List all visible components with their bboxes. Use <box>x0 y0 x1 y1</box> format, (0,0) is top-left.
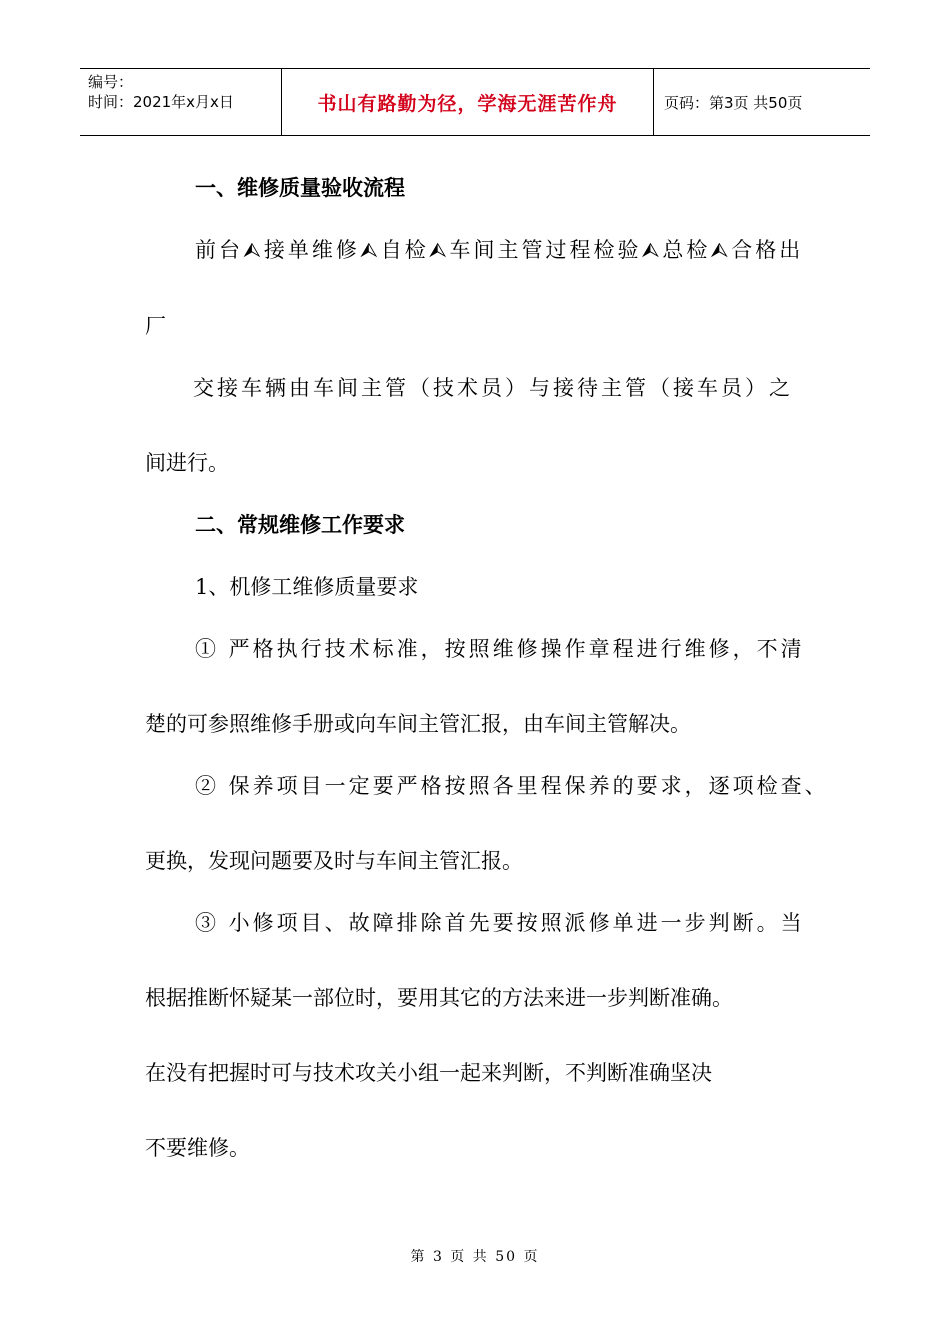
header-motto: 书山有路勤为径，学海无涯苦作舟 <box>317 92 618 115</box>
section-heading-1: 一、维修质量验收流程 <box>195 176 405 200</box>
page-footer: 第 3 页 共 50 页 <box>410 1249 540 1265</box>
document-date-label: 时间：2021年x月x日 <box>88 93 234 111</box>
item-3-line-4: 不要维修。 <box>145 1136 250 1160</box>
item-3-line-3: 在没有把握时可与技术攻关小组一起来判断，不判断准确坚决 <box>145 1061 712 1085</box>
document-header <box>80 68 870 136</box>
item-3-line-2: 根据推断怀疑某一部位时，要用其它的方法来进一步判断准确。 <box>145 986 733 1010</box>
item-1-line-1: ① 严格执行技术标准，按照维修操作章程进行维修，不清 <box>195 637 805 661</box>
header-meta-cell <box>80 69 282 135</box>
document-number-label: 编号： <box>88 73 134 91</box>
subheading-1: 1、机修工维修质量要求 <box>195 575 419 599</box>
paragraph-2-line-1: 交接车辆由车间主管（技术员）与接待主管（接车员）之 <box>193 376 793 400</box>
header-page-cell <box>654 69 870 135</box>
paragraph-1-line-1: 前台⮙接单维修⮙自检⮙车间主管过程检验⮙总检⮙合格出 <box>195 238 804 262</box>
header-page-info: 页码：第3页 共50页 <box>664 93 803 112</box>
item-1-line-2: 楚的可参照维修手册或向车间主管汇报，由车间主管解决。 <box>145 712 691 736</box>
paragraph-2-line-2: 间进行。 <box>145 451 229 475</box>
item-2-line-1: ② 保养项目一定要严格按照各里程保养的要求，逐项检查、 <box>195 774 829 798</box>
item-2-line-2: 更换，发现问题要及时与车间主管汇报。 <box>145 849 523 873</box>
paragraph-1-line-2: 厂 <box>145 314 166 338</box>
header-motto-cell <box>282 69 654 135</box>
item-3-line-1: ③ 小修项目、故障排除首先要按照派修单进一步判断。当 <box>195 911 805 935</box>
section-heading-2: 二、常规维修工作要求 <box>195 513 405 537</box>
